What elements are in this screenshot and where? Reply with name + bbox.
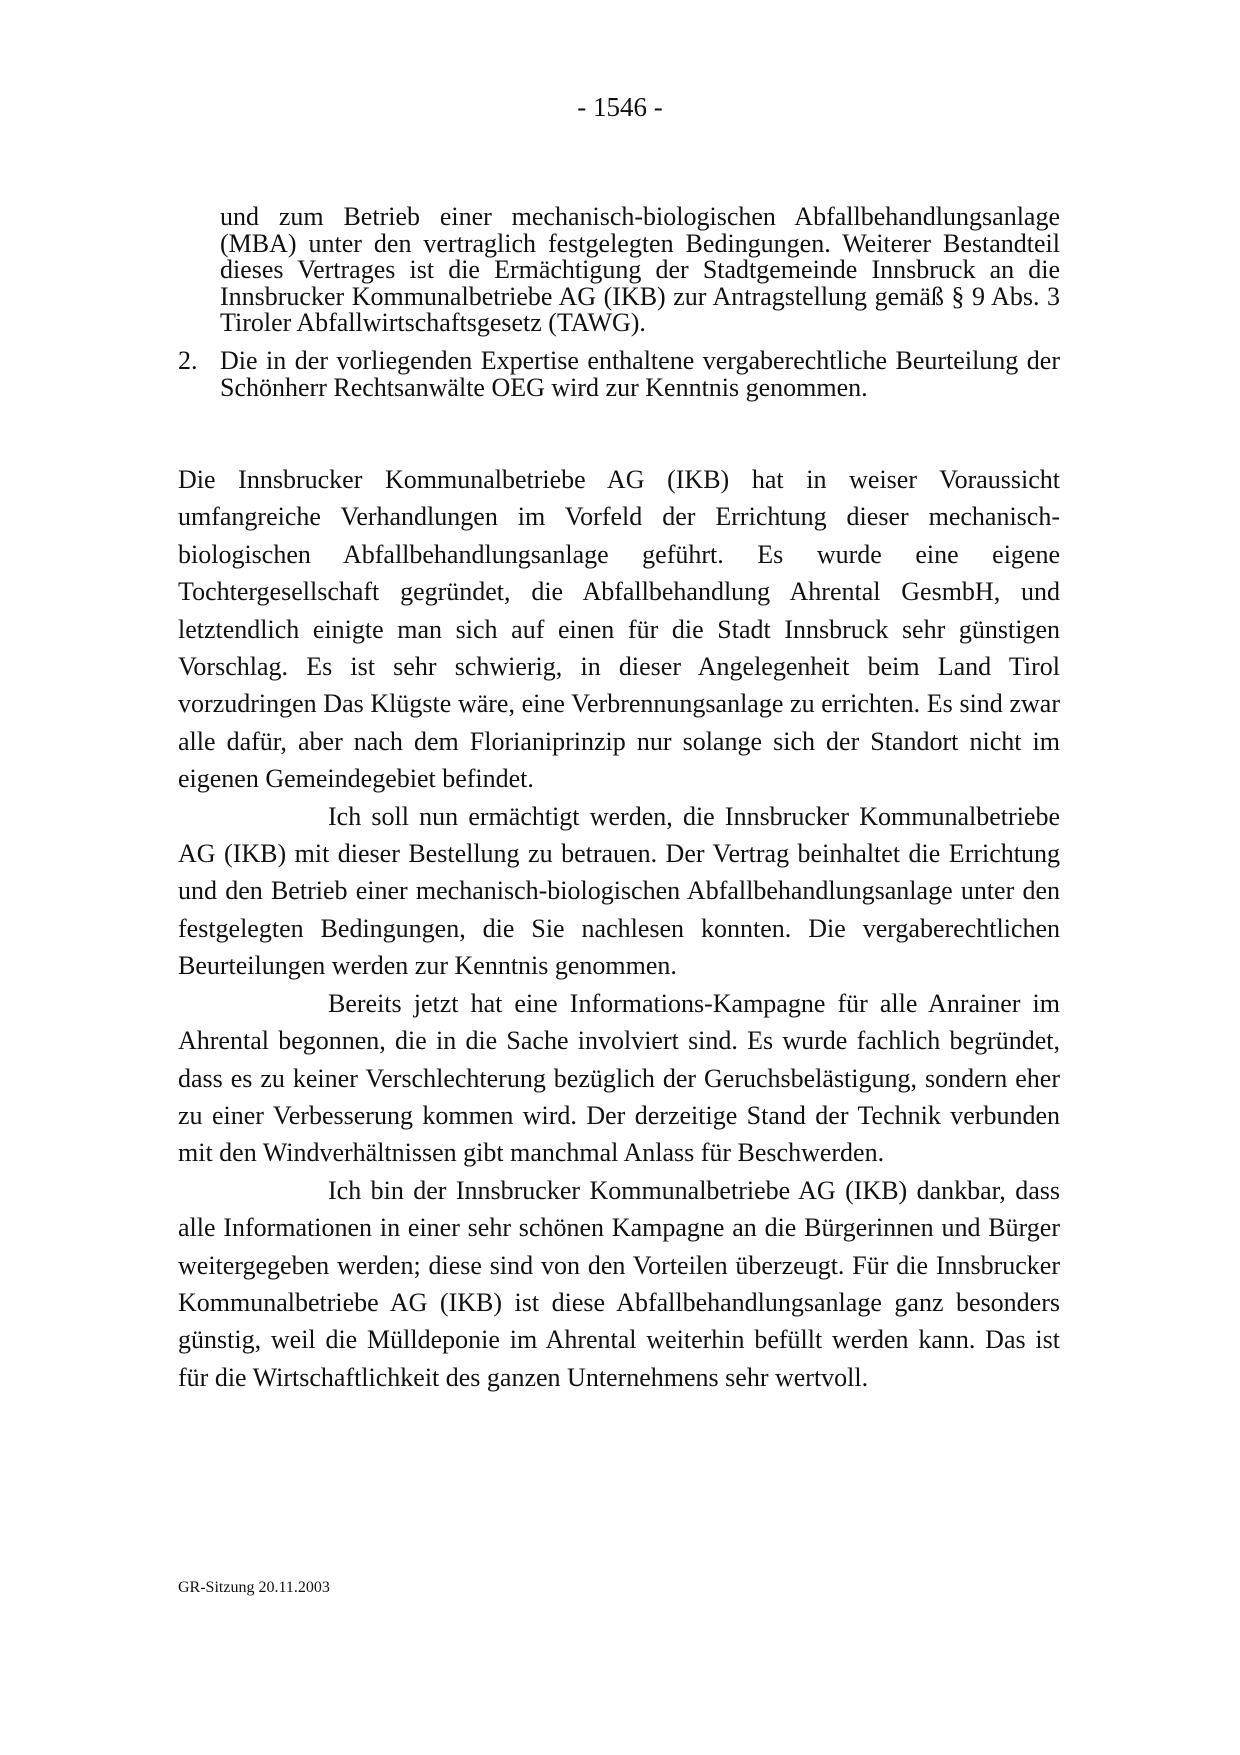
resolution-list [178, 204, 1060, 401]
speech-body [178, 461, 1060, 1396]
paragraph-2: Ich soll nun ermächtigt werden, die Innsbrucker Kommunalbetriebe AG (IKB) mit dieser Bestellung zu betrauen. Der Vertrag beinhaltet die Errichtung und den Betrieb einer mechanisch-biologischen Abfallbehandlungsanlage unter den festgelegten Bedingungen, die Sie nachlesen konnten. Die vergaberechtlichen Beurteilungen werden zur Kenntnis genommen. [178, 801, 1060, 981]
footer-session-date: GR-Sitzung 20.11.2003 [178, 1579, 330, 1596]
resolution-item-number: 2. [178, 345, 198, 375]
resolution-item-2 [178, 345, 1060, 402]
paragraph-1: Die Innsbrucker Kommunalbetriebe AG (IKB) hat in weiser Voraussicht umfangreiche Verhandlungen im Vorfeld der Errichtung dieser mechanisch-biologischen Abfallbehandlungsanlage geführt. Es wurde eine eigene Tochtergesellschaft gegründet, die Abfallbehandlung Ahrental GesmbH, und letztendlich einigte man sich auf einen für die Stadt Innsbruck sehr günstigen Vorschlag. Es ist sehr schwierig, in dieser Angelegenheit beim Land Tirol vorzudringen Das Klügste wäre, eine Verbrennungsanlage zu errichten. Es sind zwar alle dafür, aber nach dem Florianiprinzip nur solange sich der Standort nicht im eigenen Gemeindegebiet befindet. [178, 465, 1060, 794]
resolution-item-text: Die in der vorliegenden Expertise enthaltene vergaberechtliche Beurteilung der Schönherr Rechtsanwälte OEG wird zur Kenntnis genommen. [220, 345, 1060, 402]
paragraph-3: Bereits jetzt hat eine Informations-Kampagne für alle Anrainer im Ahrental begonnen, die in die Sache involviert sind. Es wurde fachlich begründet, dass es zu keiner Verschlechterung bezüglich der Geruchsbelästigung, sondern eher zu einer Verbesserung kommen wird. Der derzeitige Stand der Technik verbunden mit den Windverhältnissen gibt manchmal Anlass für Beschwerden. [178, 988, 1060, 1168]
resolution-item-1 [178, 204, 1060, 337]
paragraph-4: Ich bin der Innsbrucker Kommunalbetriebe AG (IKB) dankbar, dass alle Informationen in einer sehr schönen Kampagne an die Bürgerinnen und Bürger weitergegeben werden; diese sind von den Vorteilen überzeugt. Für die Innsbrucker Kommunalbetriebe AG (IKB) ist diese Abfallbehandlungsanlage ganz besonders günstig, weil die Mülldeponie im Ahrental weiterhin befüllt werden kann. Das ist für die Wirtschaftlichkeit des ganzen Unternehmens sehr wertvoll. [178, 1175, 1060, 1392]
resolution-item-text: und zum Betrieb einer mechanisch-biologischen Abfallbehandlungsanlage (MBA) unter den vertraglich festgelegten Bedingungen. Weiterer Bestandteil dieses Vertrages ist die Ermächtigung der Stadtgemeinde Innsbruck an die Innsbrucker Kommunalbetriebe AG (IKB) zur Antragstellung gemäß § 9 Abs. 3 Tiroler Abfallwirtschaftsgesetz (TAWG). [220, 202, 1060, 338]
page-number: - 1546 - [577, 92, 663, 122]
